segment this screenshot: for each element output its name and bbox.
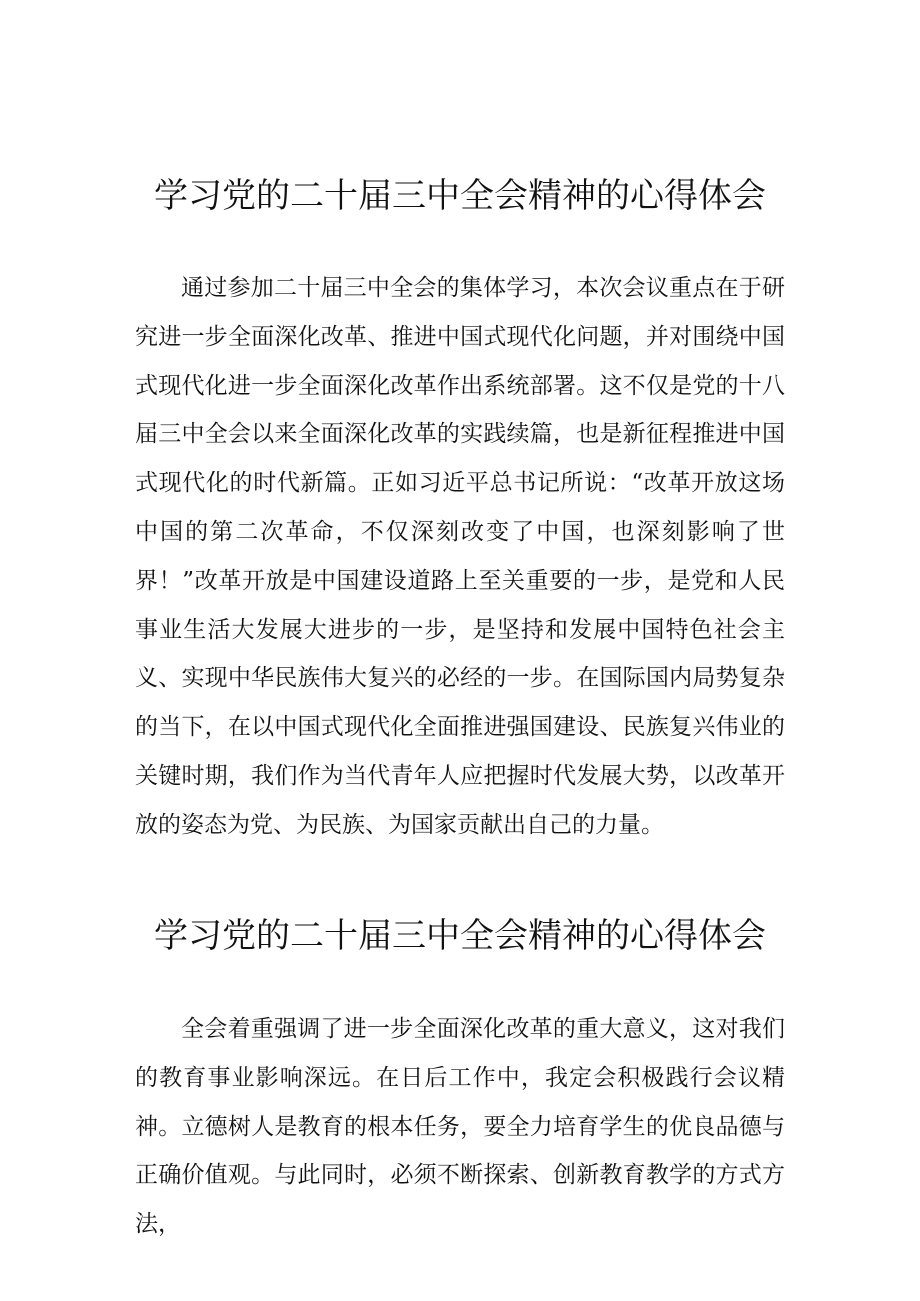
section-2-title: 学习党的二十届三中全会精神的心得体会 (154, 916, 766, 956)
section-1-title: 学习党的二十届三中全会精神的心得体会 (154, 176, 766, 216)
section-2-body: 全会着重强调了进一步全面深化改革的重大意义，这对我们的教育事业影响深远。在日后工作中，我定会积极践行会议精神。立德树人是教育的根本任务，要全力培育学生的优良品德与正确价值观。与此同时，必须不断探索、创新教育教学的方式方法， (135, 1016, 785, 1238)
section-1-body: 通过参加二十届三中全会的集体学习，本次会议重点在于研究进一步全面深化改革、推进中国式现代化问题，并对围绕中国式现代化进一步全面深化改革作出系统部署。这不仅是党的十八届三中全会以来全面深化改革的实践续篇，也是新征程推进中国式现代化的时代新篇。正如习近平总书记所说：“改革开放这场中国的第二次革命，不仅深刻改变了中国，也深刻影响了世界！”改革开放是中国建设道路上至关重要的一步，是党和人民事业生活大发展大进步的一步，是坚持和发展中国特色社会主义、实现中华民族伟大复兴的必经的一步。在国际国内局势复杂的当下，在以中国式现代化全面推进强国建设、民族复兴伟业的关键时期，我们作为当代青年人应把握时代发展大势，以改革开放的姿态为党、为民族、为国家贡献出自己的力量。 (135, 275, 785, 838)
